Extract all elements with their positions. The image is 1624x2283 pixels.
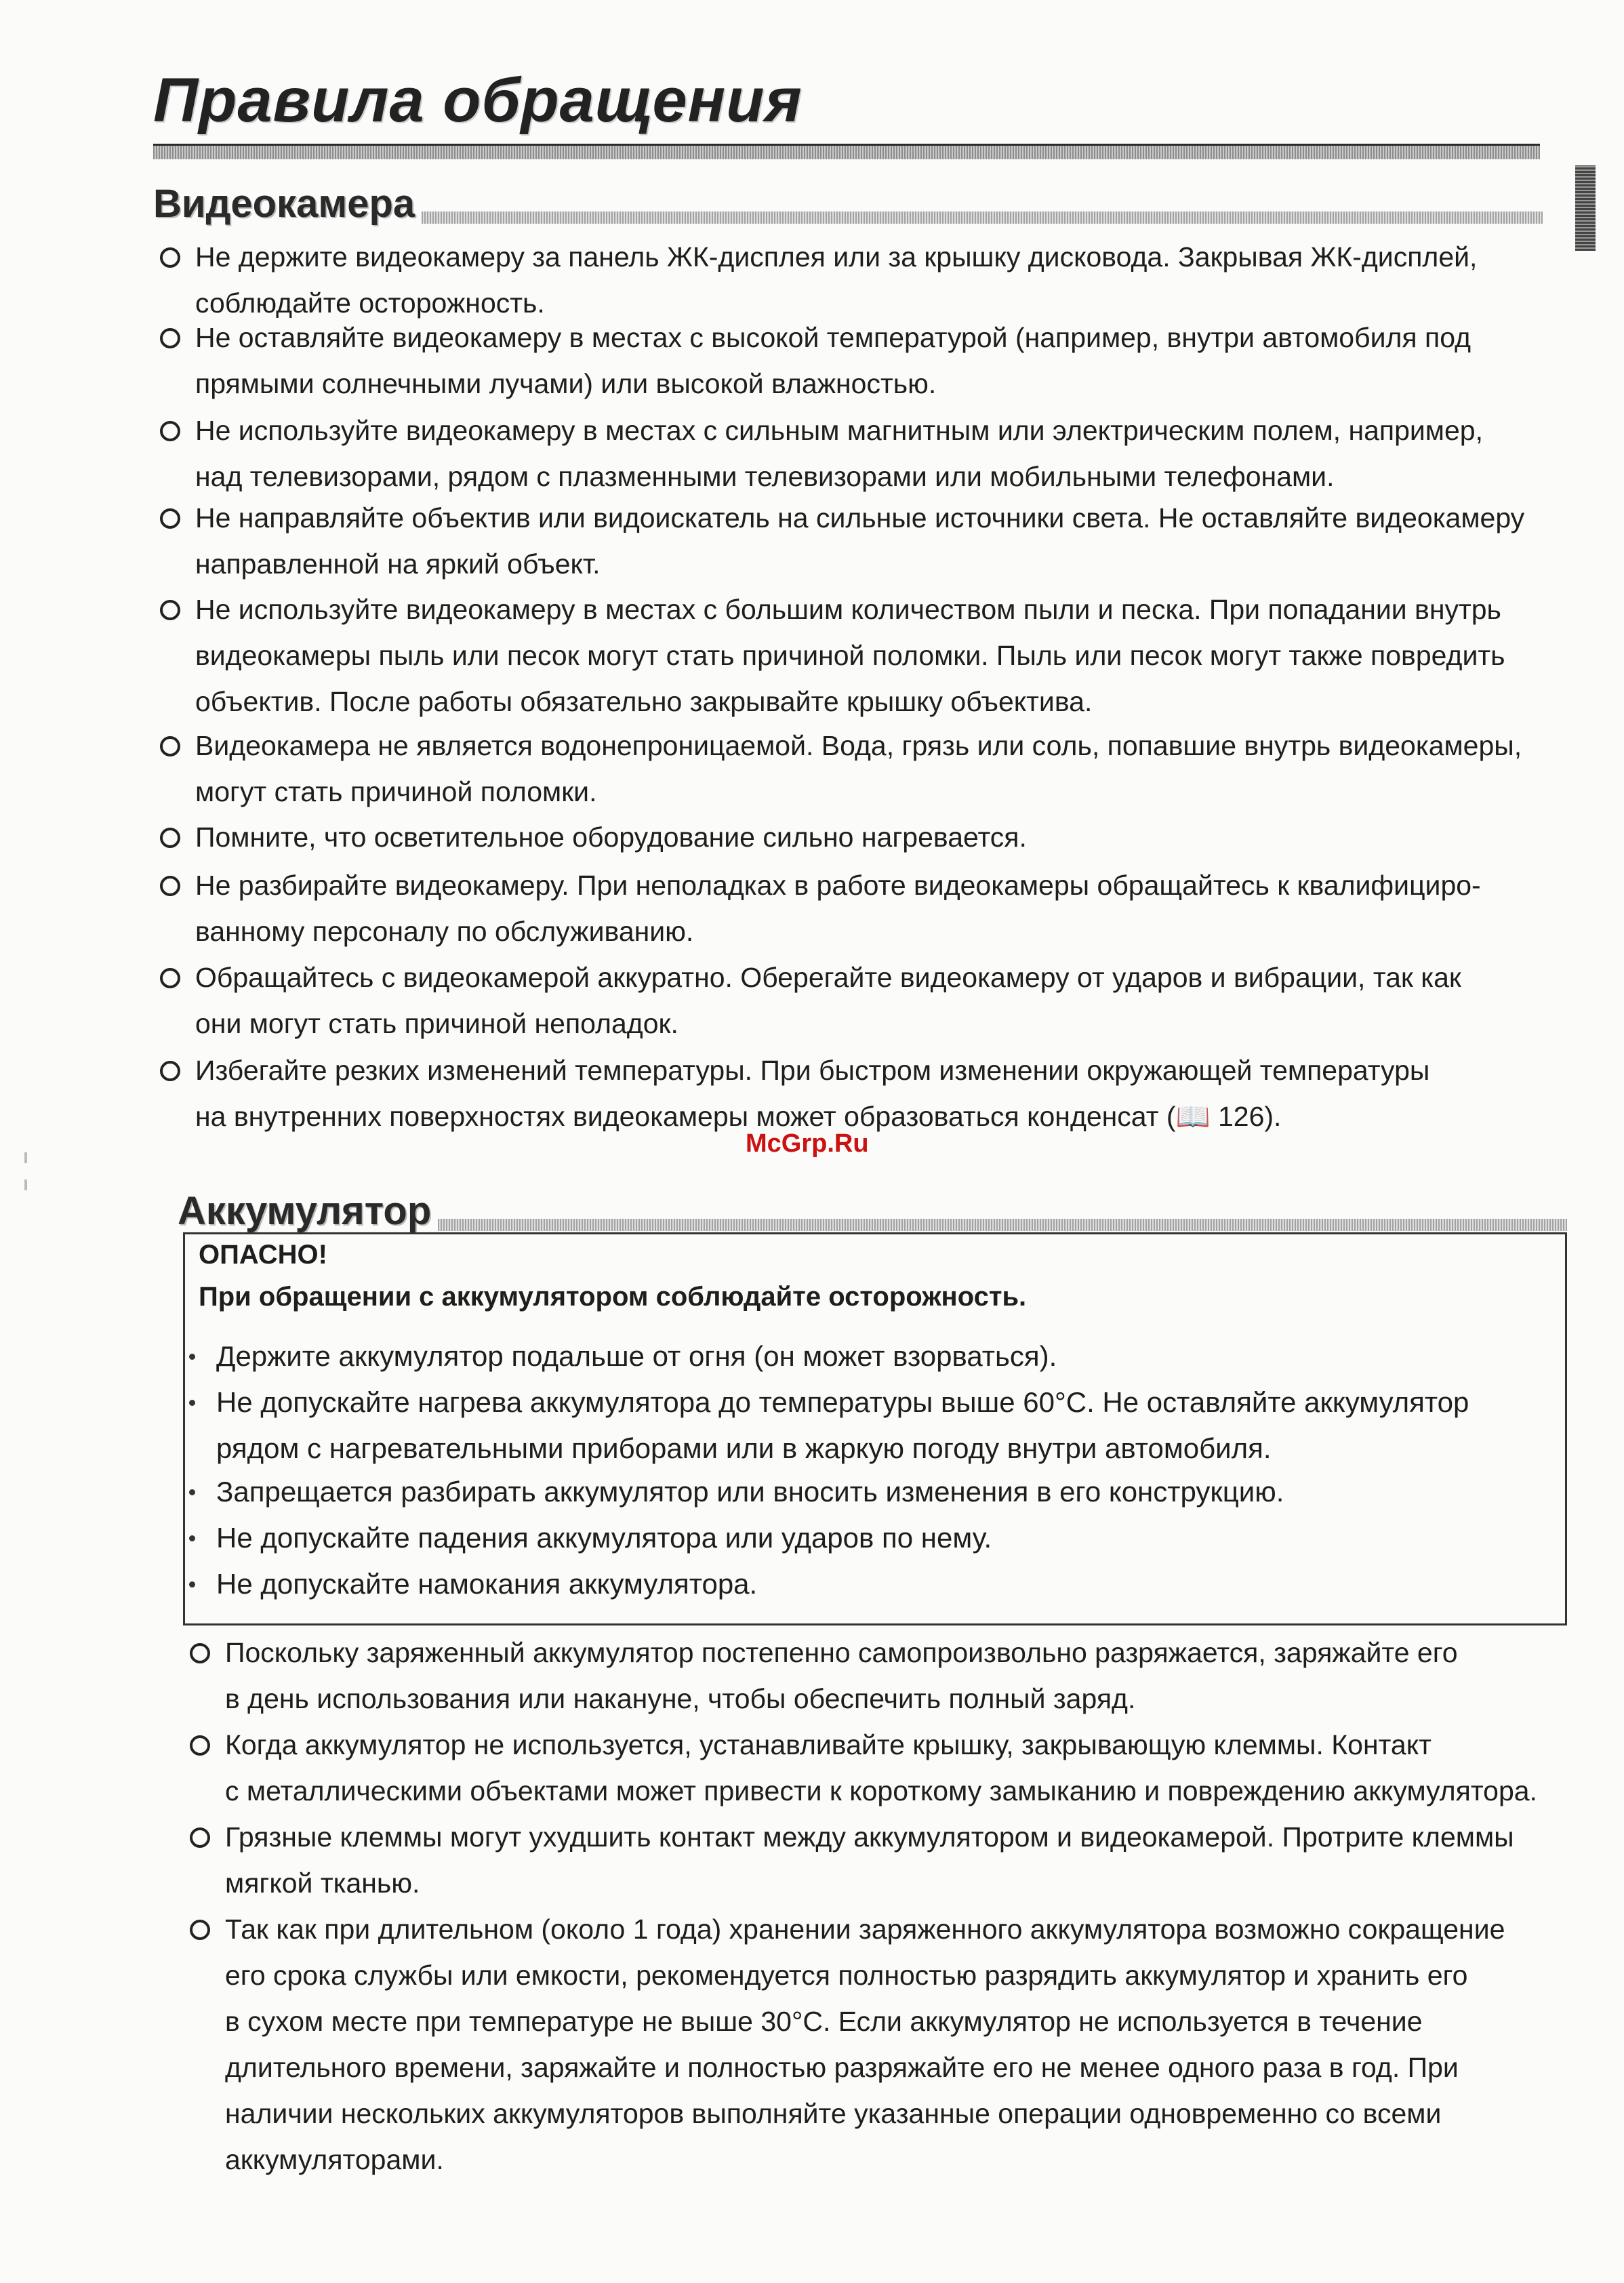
title-rule (153, 144, 1540, 159)
list-item (160, 723, 1556, 815)
camera-heading-text: Видеокамера (153, 181, 422, 226)
dot-bullet-icon (189, 1354, 195, 1360)
list-item (160, 954, 1556, 1047)
dot-bullet-icon (189, 1581, 195, 1588)
dot-bullet-icon (189, 1400, 195, 1406)
battery-heading-text: Аккумулятор (178, 1188, 438, 1234)
item-text (225, 1906, 1593, 2183)
item-line: Помните, что осветительное оборудование сильно нагревается. (195, 822, 1027, 853)
list-item (190, 1814, 1593, 1906)
page-title: Правила обращения (153, 66, 803, 135)
item-text (225, 1630, 1593, 1722)
list-item (190, 1630, 1593, 1722)
item-line: Грязные клеммы могут ухудшить контакт между аккумулятором и видеокамерой. Протрите клеммы (225, 1821, 1514, 1853)
list-item (185, 1515, 1527, 1561)
item-line: Видеокамера не является водонепроницаемой. Вода, грязь или соль, попавшие внутрь видеокамеры, (195, 730, 1522, 761)
list-item (160, 1047, 1556, 1139)
dot-bullet-icon (189, 1535, 195, 1541)
section-tab-marker (1575, 165, 1596, 251)
list-item (160, 814, 1556, 860)
item-text (216, 1333, 1527, 1379)
item-line: ванному персоналу по обслуживанию. (195, 916, 694, 947)
list-item (190, 1906, 1593, 2183)
list-item (185, 1379, 1527, 1472)
item-line: Не используйте видеокамеру в местах с большим количеством пыли и песка. При попадании внутрь (195, 594, 1501, 625)
item-line: длительного времени, заряжайте и полностью разряжайте его не менее одного раза в год. При (225, 2052, 1459, 2083)
list-item (160, 315, 1556, 407)
circle-bullet-icon (160, 1061, 180, 1081)
item-line: Когда аккумулятор не используется, устанавливайте крышку, закрывающую клеммы. Контакт (225, 1729, 1432, 1760)
item-line: Обращайтесь с видеокамерой аккуратно. Оберегайте видеокамеру от ударов и вибрации, так как (195, 962, 1461, 993)
item-line: его срока службы или емкости, рекомендуется полностью разрядить аккумулятор и хранить его (225, 1960, 1468, 1991)
item-line: Не держите видеокамеру за панель ЖК-дисплея или за крышку дисковода. Закрывая ЖК-дисплей, (195, 241, 1478, 272)
item-line: аккумуляторами. (225, 2144, 444, 2175)
item-text (195, 814, 1556, 860)
item-text (225, 1722, 1593, 1814)
item-text (216, 1469, 1527, 1515)
item-line: Не допускайте падения аккумулятора или ударов по нему. (216, 1522, 992, 1554)
item-text (195, 234, 1556, 326)
item-line: объектив. После работы обязательно закрывайте крышку объектива. (195, 686, 1093, 717)
list-item (185, 1333, 1527, 1379)
circle-bullet-icon (190, 1827, 210, 1848)
danger-warning-box (183, 1232, 1567, 1625)
item-text (195, 495, 1556, 587)
list-item (185, 1469, 1527, 1515)
list-item (160, 234, 1556, 326)
item-line: Запрещается разбирать аккумулятор или вносить изменения в его конструкцию. (216, 1476, 1284, 1508)
item-line: Поскольку заряженный аккумулятор постепенно самопроизвольно разряжается, заряжайте его (225, 1637, 1458, 1668)
circle-bullet-icon (160, 876, 180, 896)
item-line: Не допускайте нагрева аккумулятора до температуры выше 60°C. Не оставляйте аккумулятор (216, 1386, 1469, 1418)
item-line: видеокамеры пыль или песок могут стать причиной поломки. Пыль или песок могут также повредить (195, 640, 1505, 671)
item-line: Не допускайте намокания аккумулятора. (216, 1568, 758, 1600)
item-line: Избегайте резких изменений температуры. При быстром изменении окружающей температуры (195, 1055, 1430, 1086)
list-item (185, 1561, 1527, 1607)
item-line: Так как при длительном (около 1 года) хранении заряженного аккумулятора возможно сокращение (225, 1914, 1505, 1945)
item-line: на внутренних поверхностях видеокамеры может образоваться конденсат (📖 126). (195, 1101, 1282, 1132)
danger-subtitle: При обращении с аккумулятором соблюдайте осторожность. (199, 1282, 1027, 1312)
item-line: могут стать причиной поломки. (195, 776, 597, 807)
item-line: над телевизорами, рядом с плазменными телевизорами или мобильными телефонами. (195, 461, 1335, 492)
item-line: Не разбирайте видеокамеру. При неполадках в работе видеокамеры обращайтесь к квалифициро- (195, 870, 1481, 901)
item-line: Не используйте видеокамеру в местах с сильным магнитным или электрическим полем, например, (195, 415, 1483, 446)
item-line: соблюдайте осторожность. (195, 287, 545, 319)
list-item (160, 495, 1556, 587)
item-line: в сухом месте при температуре не выше 30°C. Если аккумулятор не используется в течение (225, 2006, 1423, 2037)
circle-bullet-icon (190, 1735, 210, 1756)
item-line: с металлическими объектами может привести к короткому замыканию и повреждению аккумулятора. (225, 1775, 1537, 1806)
item-text (195, 723, 1556, 815)
list-item (160, 586, 1556, 725)
circle-bullet-icon (160, 736, 180, 756)
item-text (216, 1379, 1527, 1472)
danger-title: ОПАСНО! (199, 1240, 327, 1270)
item-text (225, 1814, 1593, 1906)
item-line: в день использования или накануне, чтобы обеспечить полный заряд. (225, 1683, 1136, 1714)
margin-mark (24, 1179, 27, 1190)
item-text (216, 1515, 1527, 1561)
item-text (216, 1561, 1527, 1607)
item-line: направленной на яркий объект. (195, 548, 601, 580)
item-line: рядом с нагревательными приборами или в жаркую погоду внутри автомобиля. (216, 1432, 1272, 1464)
list-item (160, 407, 1556, 500)
circle-bullet-icon (160, 968, 180, 988)
item-line: Не направляйте объектив или видоискатель на сильные источники света. Не оставляйте видеокамеру (195, 502, 1525, 533)
circle-bullet-icon (160, 328, 180, 348)
list-item (190, 1722, 1593, 1814)
item-line: они могут стать причиной неполадок. (195, 1008, 678, 1039)
item-text (195, 954, 1556, 1047)
dot-bullet-icon (189, 1489, 195, 1495)
list-item (160, 862, 1556, 954)
camera-section-heading (153, 180, 1543, 228)
battery-section-heading (178, 1188, 1567, 1235)
circle-bullet-icon (190, 1920, 210, 1940)
circle-bullet-icon (160, 600, 180, 620)
margin-mark (24, 1152, 27, 1163)
item-line: прямыми солнечными лучами) или высокой влажностью. (195, 368, 937, 399)
item-text (195, 1047, 1556, 1139)
item-line: Держите аккумулятор подальше от огня (он может взорваться). (216, 1340, 1057, 1372)
item-line: Не оставляйте видеокамеру в местах с высокой температурой (например, внутри автомобиля под (195, 322, 1471, 353)
item-line: мягкой тканью. (225, 1867, 420, 1899)
circle-bullet-icon (160, 508, 180, 529)
circle-bullet-icon (160, 247, 180, 268)
circle-bullet-icon (160, 828, 180, 848)
item-text (195, 407, 1556, 500)
circle-bullet-icon (160, 421, 180, 441)
watermark: McGrp.Ru (746, 1129, 869, 1158)
item-text (195, 586, 1556, 725)
item-text (195, 315, 1556, 407)
circle-bullet-icon (190, 1643, 210, 1663)
item-text (195, 862, 1556, 954)
item-line: наличии нескольких аккумуляторов выполняйте указанные операции одновременно со всеми (225, 2098, 1442, 2129)
